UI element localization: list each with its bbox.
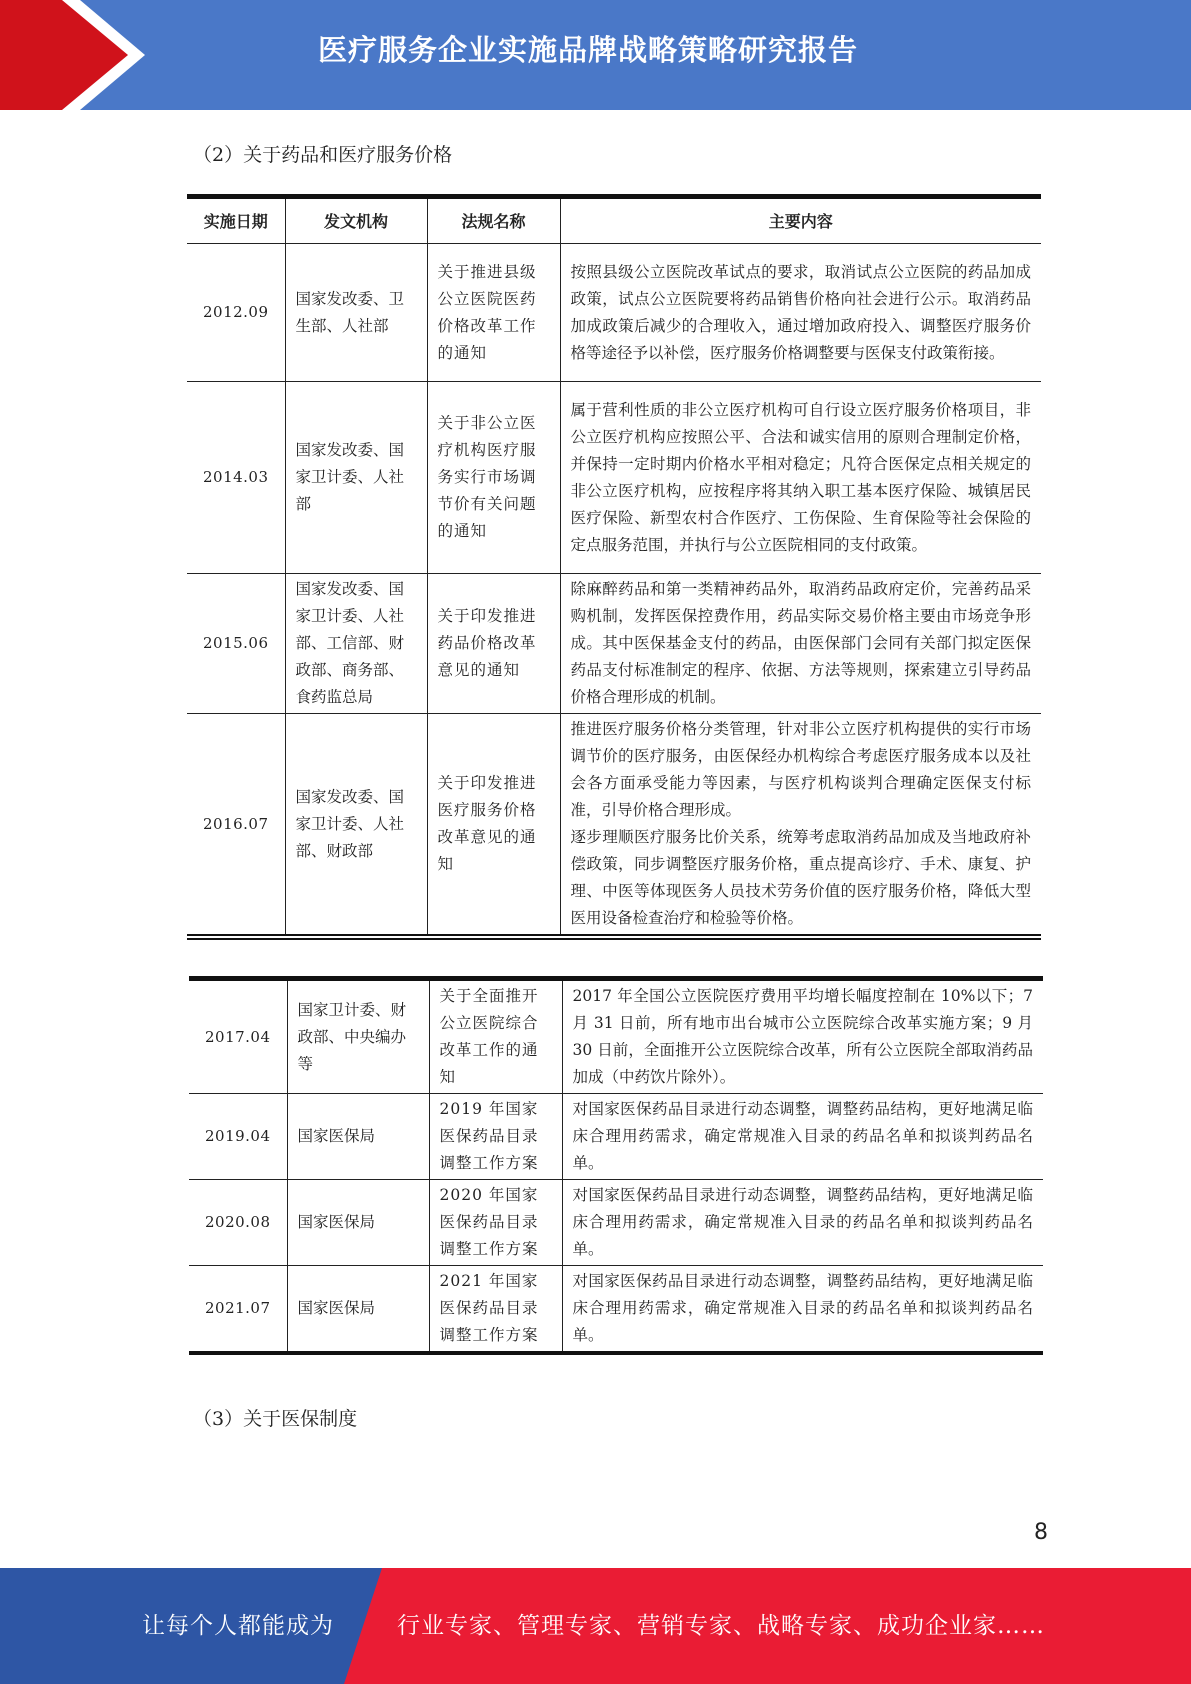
cell-content: 属于营利性质的非公立医疗机构可自行设立医疗服务价格项目，非公立医疗机构应按照公平、合法和诚实信用的原则合理制定价格，并保持一定时期内价格水平相对稳定；凡符合医保定点相关规定的非公立医疗机构，应按程序将其纳入职工基本医疗保险、城镇居民医疗保险、新型农村合作医疗、工伤保险、生育保险等社会保险的定点服务范围，并执行与公立医院相同的支付政策。 <box>560 382 1041 574</box>
price-policy-table-continued <box>189 976 1043 1355</box>
cell-org: 国家发改委、国家卫计委、人社部 <box>285 382 427 574</box>
cell-org: 国家医保局 <box>287 1266 429 1354</box>
cell-name: 关于非公立医疗机构医疗服务实行市场调节价有关问题的通知 <box>427 382 560 574</box>
content-paragraph: 逐步理顺医疗服务比价关系，统筹考虑取消药品加成及当地政府补偿政策，同步调整医疗服务价格，重点提高诊疗、手术、康复、护理、中医等体现医务人员技术劳务价值的医疗服务价格，降低大型医用设备检查治疗和检验等价格。 <box>570 828 1031 927</box>
page-header <box>0 0 1191 110</box>
report-title: 医疗服务企业实施品牌战略策略研究报告 <box>318 33 859 67</box>
cell-content: 2017 年全国公立医院医疗费用平均增长幅度控制在 10%以下；7 月 31 日前，所有地市出台城市公立医院综合改革实施方案；9 月 30 日前，全面推开公立医院综合改革，所有公立医院全部取消药品加成（中药饮片除外）。 <box>562 979 1043 1094</box>
cell-content: 对国家医保药品目录进行动态调整，调整药品结构，更好地满足临床合理用药需求，确定常规准入目录的药品名单和拟谈判药品名单。 <box>562 1266 1043 1354</box>
table-row <box>189 979 1043 1094</box>
cell-date: 2012.09 <box>187 244 285 382</box>
cell-date: 2014.03 <box>187 382 285 574</box>
cell-name: 2021 年国家医保药品目录调整工作方案 <box>429 1266 562 1354</box>
table-row <box>187 574 1041 714</box>
cell-name: 关于推进县级公立医院医药价格改革工作的通知 <box>427 244 560 382</box>
cell-org: 国家发改委、国家卫计委、人社部、工信部、财政部、商务部、食药监总局 <box>285 574 427 714</box>
cell-org: 国家发改委、卫生部、人社部 <box>285 244 427 382</box>
footer-slogan-left: 让每个人都能成为 <box>142 1613 334 1639</box>
table-header-row <box>187 197 1041 244</box>
header-arrow-decoration <box>0 0 160 110</box>
cell-name: 关于全面推开公立医院综合改革工作的通知 <box>429 979 562 1094</box>
header-content: 主要内容 <box>560 197 1041 244</box>
cell-content <box>560 714 1041 938</box>
table-row <box>187 244 1041 382</box>
content-paragraph: 推进医疗服务价格分类管理，针对非公立医疗机构提供的实行市场调节价的医疗服务，由医保经办机构综合考虑医疗服务成本以及社会各方面承受能力等因素，与医疗机构谈判合理确定医保支付标准，引导价格合理形成。 <box>570 720 1031 819</box>
cell-date: 2017.04 <box>189 979 287 1094</box>
cell-content: 对国家医保药品目录进行动态调整，调整药品结构，更好地满足临床合理用药需求，确定常规准入目录的药品名单和拟谈判药品名单。 <box>562 1094 1043 1180</box>
cell-name: 2020 年国家医保药品目录调整工作方案 <box>429 1180 562 1266</box>
cell-org: 国家医保局 <box>287 1094 429 1180</box>
cell-content: 除麻醉药品和第一类精神药品外，取消药品政府定价，完善药品采购机制，发挥医保控费作用，药品实际交易价格主要由市场竞争形成。其中医保基金支付的药品，由医保部门会同有关部门拟定医保药品支付标准制定的程序、依据、方法等规则，探索建立引导药品价格合理形成的机制。 <box>560 574 1041 714</box>
table-row <box>189 1180 1043 1266</box>
header-date: 实施日期 <box>187 197 285 244</box>
cell-date: 2021.07 <box>189 1266 287 1354</box>
cell-org: 国家发改委、国家卫计委、人社部、财政部 <box>285 714 427 938</box>
header-name: 法规名称 <box>427 197 560 244</box>
cell-date: 2016.07 <box>187 714 285 938</box>
header-org: 发文机构 <box>285 197 427 244</box>
page-number: 8 <box>1034 1520 1048 1545</box>
cell-org: 国家医保局 <box>287 1180 429 1266</box>
table-row <box>189 1094 1043 1180</box>
cell-content: 对国家医保药品目录进行动态调整，调整药品结构，更好地满足临床合理用药需求，确定常规准入目录的药品名单和拟谈判药品名单。 <box>562 1180 1043 1266</box>
table-row <box>189 1266 1043 1354</box>
price-policy-table <box>187 194 1041 940</box>
cell-date: 2015.06 <box>187 574 285 714</box>
cell-date: 2020.08 <box>189 1180 287 1266</box>
cell-org: 国家卫计委、财政部、中央编办等 <box>287 979 429 1094</box>
cell-name: 2019 年国家医保药品目录调整工作方案 <box>429 1094 562 1180</box>
cell-name: 关于印发推进医疗服务价格改革意见的通知 <box>427 714 560 938</box>
cell-content: 按照县级公立医院改革试点的要求，取消试点公立医院的药品加成政策，试点公立医院要将药品销售价格向社会进行公示。取消药品加成政策后减少的合理收入，通过增加政府投入、调整医疗服务价格等途径予以补偿，医疗服务价格调整要与医保支付政策衔接。 <box>560 244 1041 382</box>
page-footer <box>0 1568 1191 1684</box>
footer-slogan-right: 行业专家、管理专家、营销专家、战略专家、成功企业家…… <box>397 1613 1045 1639</box>
table-row <box>187 382 1041 574</box>
cell-date: 2019.04 <box>189 1094 287 1180</box>
section-2-caption: （2）关于药品和医疗服务价格 <box>193 144 453 166</box>
section-3-caption: （3）关于医保制度 <box>193 1408 358 1430</box>
cell-name: 关于印发推进药品价格改革意见的通知 <box>427 574 560 714</box>
table-row <box>187 714 1041 938</box>
